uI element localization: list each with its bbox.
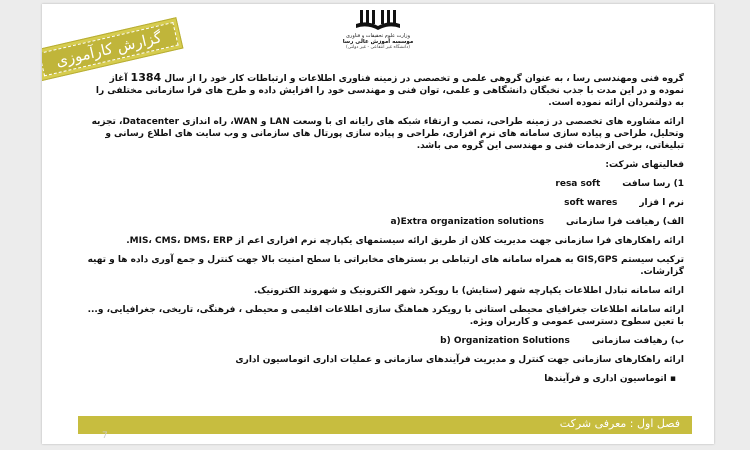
paragraph: ارائه سامانه اطلاعات جغرافیای محیطی استانی با رویکرد هماهنگ سازی اطلاعات اقلیمی و محیطی ، فرهنگی، تاریخی، جغرافیایی، و... با تعین سطوح دسترسی عمومی و کاربران ویژه.	[87, 305, 684, 327]
founding-year: 1384	[130, 71, 162, 84]
main-content	[84, 72, 684, 392]
list-item: ب) رهیافت سازمانی b) Organization Solutions	[440, 336, 684, 346]
intro-paragraph: گروه فنی ومهندسی رسا ، به عنوان گروهی علمی و تخصصی در زمینه فناوری اطلاعات و ارتباطات کار خود را از سال 1384 آغاز نموده و در این مدت با جذب نخبگان دانشگاهی و علمی، توان فنی و مهندسی خود را افزایش داده و طرح های فرا سازمانی مختلفی را به دولتمردان ارائه نموده است.	[95, 71, 684, 108]
document-page	[42, 4, 714, 444]
book-columns-icon	[356, 10, 400, 32]
institute-logo	[330, 10, 426, 50]
paragraph: ارائه راهکارهای سازمانی جهت کنترل و مدیریت فرآیندهای سازمانی و عملیات اداری اتوماسیون اداری	[235, 355, 684, 365]
page-number: 7	[102, 431, 108, 441]
logo-institute-name: موسسه آموزش عالی رسا	[342, 39, 414, 45]
ribbon-title: گزارش کارآموزی	[42, 22, 178, 76]
activities-heading: فعالیتهای شرکت:	[605, 160, 684, 170]
chapter-footer	[78, 416, 692, 441]
logo-subtitle: (دانشگاه غیر انتفاعی - غیر دولتی)	[345, 45, 411, 50]
paragraph: ارائه راهکارهای فرا سازمانی جهت مدیریت کلان از طریق ارائه سیستمهای یکپارچه نرم افزاری اعم از MIS، CMS، DMS، ERP.	[126, 236, 684, 246]
bullet-item: ▪ اتوماسیون اداری و فرآیندها	[544, 374, 676, 384]
chapter-title: فصل اول : معرفی شرکت	[559, 417, 680, 430]
paragraph: ترکیب سیستم GIS,GPS به همراه سامانه های ارتباطی بر بسترهای مخابراتی با سطح امنیت بالا جهت کنترل و جمع آوری داده ها و تهیه گزارشات.	[87, 255, 684, 277]
list-item: نرم ا فزار soft wares	[564, 198, 684, 208]
paragraph: ارائه سامانه تبادل اطلاعات یکپارچه شهر (ستایش) با رویکرد شهر الکترونیک و شهروند الکترونیک.	[253, 286, 684, 296]
list-item: الف) رهیافت فرا سازمانی a)Extra organization solutions	[390, 217, 684, 227]
list-item: 1) رسا سافت resa soft	[555, 179, 684, 189]
services-paragraph: ارائه مشاوره های تخصصی در زمینه طراحی، نصب و ارتقاء شبکه های رایانه ای با وسعت LAN و WAN، راه اندازی Datacenter، تجزیه وتحلیل، طراحی و پیاده سازی سامانه های نرم افزاری، طراحی و پیاده سازی پورتال های سازمانی و وب سایت های اطلاع رسانی و تبلیغاتی، برخی ازخدمات فنی و مهندسی این گروه می باشد.	[91, 117, 684, 151]
logo-ministry-text: وزارت علوم تحقیقات و فناوری	[345, 33, 410, 39]
